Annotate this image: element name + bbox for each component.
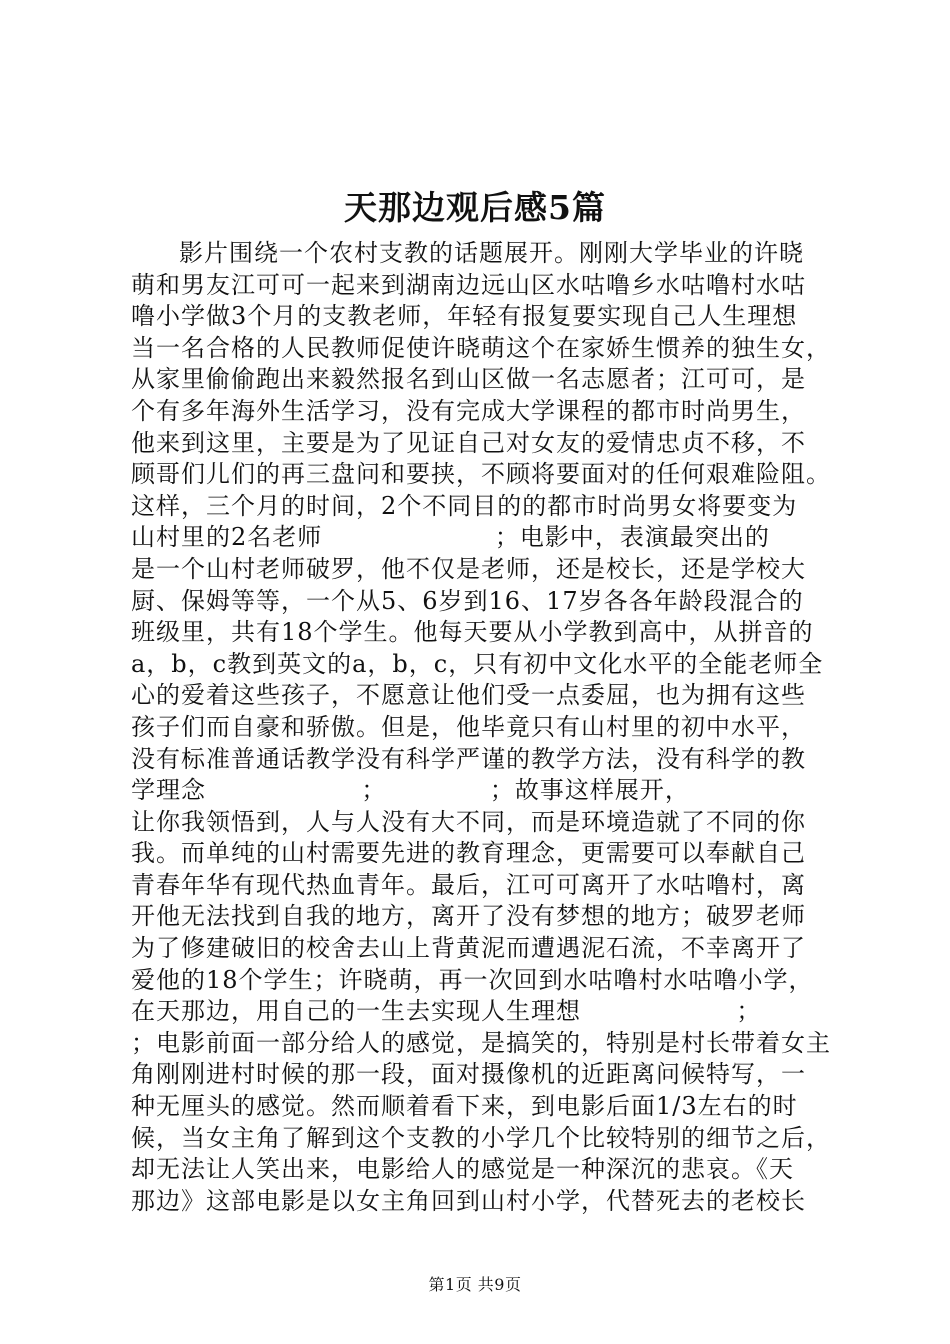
paragraph-line: 爱他的18个学生；许晓萌，再一次回到水咕噜村水咕噜小学， — [131, 965, 814, 994]
paragraph-line: 学理念 ； ；故事这样展开， — [131, 776, 690, 805]
paragraph-line: 为了修建破旧的校舍去山上背黄泥而遭遇泥石流，不幸离开了 — [131, 934, 806, 963]
paragraph-line: 当一名合格的人民教师促使许晓萌这个在家娇生惯养的独生女， — [131, 333, 831, 362]
paragraph-line: 我。而单纯的山村需要先进的教育理念，更需要可以奉献自己 — [131, 839, 806, 868]
paragraph-line: 班级里，共有18个学生。他每天要从小学教到高中，从拼音的 — [131, 618, 814, 647]
paragraph-line: 种无厘头的感觉。然而顺着看下来，到电影后面1/3左右的时 — [131, 1092, 798, 1121]
paragraph-line: 孩子们而自豪和骄傲。但是，他毕竟只有山村里的初中水平， — [131, 712, 806, 741]
document-title: 天那边观后感5篇 — [344, 188, 606, 227]
paragraph-line: 候，当女主角了解到这个支教的小学几个比较特别的细节之后， — [131, 1123, 831, 1152]
paragraph-line: 个有多年海外生活学习，没有完成大学课程的都市时尚男生， — [131, 396, 806, 425]
paragraph-line: 这样，三个月的时间，2个不同目的的都市时尚男女将要变为 — [131, 491, 798, 520]
paragraph-line: ；电影前面一部分给人的感觉，是搞笑的，特别是村长带着女主 — [131, 1028, 831, 1057]
paragraph-line: 从家里偷偷跑出来毅然报名到山区做一名志愿者；江可可，是 — [131, 365, 806, 394]
paragraph-line: 青春年华有现代热血青年。最后，江可可离开了水咕噜村，离 — [131, 870, 806, 899]
paragraph-line: 影片围绕一个农村支教的话题展开。刚刚大学毕业的许晓 — [179, 239, 804, 267]
paragraph-line: 是一个山村老师破罗，他不仅是老师，还是校长，还是学校大 — [131, 554, 806, 583]
paragraph-line: 角刚刚进村时候的那一段，面对摄像机的近距离问候特写，一 — [131, 1060, 806, 1089]
paragraph-line: a，b，c教到英文的a，b，c，只有初中文化水平的全能老师全 — [131, 649, 824, 678]
document-body — [131, 238, 831, 1217]
paragraph-line: 顾哥们儿们的再三盘问和要挟，不顾将要面对的任何艰难险阻。 — [131, 460, 831, 489]
paragraph-line: 厨、保姆等等，一个从5、6岁到16、17岁各各年龄段混合的 — [131, 586, 804, 615]
paragraph-line: 噜小学做3个月的支教老师，年轻有报复要实现自己人生理想 — [131, 302, 798, 331]
paragraph-line: 他来到这里，主要是为了见证自己对女友的爱情忠贞不移，不 — [131, 428, 806, 457]
paragraph-line: 萌和男友江可可一起来到湖南边远山区水咕噜乡水咕噜村水咕 — [131, 270, 806, 299]
paragraph-line: 那边》这部电影是以女主角回到山村小学，代替死去的老校长 — [131, 1186, 806, 1215]
paragraph-line: 在天那边，用自己的一生去实现人生理想 ； — [131, 997, 762, 1026]
paragraph-line: 开他无法找到自我的地方，离开了没有梦想的地方；破罗老师 — [131, 902, 806, 931]
paragraph-line: 让你我领悟到，人与人没有大不同，而是环境造就了不同的你 — [131, 807, 806, 836]
paragraph-line: 没有标准普通话教学没有科学严谨的教学方法，没有科学的教 — [131, 744, 806, 773]
paragraph-line: 却无法让人笑出来，电影给人的感觉是一种深沉的悲哀。《天 — [131, 1155, 794, 1184]
paragraph-line: 心的爱着这些孩子，不愿意让他们受一点委屈，也为拥有这些 — [131, 681, 806, 710]
paragraph-line: 山村里的2名老师 ；电影中，表演最突出的 — [131, 523, 770, 552]
page-footer: 第1页 共9页 — [428, 1275, 522, 1294]
